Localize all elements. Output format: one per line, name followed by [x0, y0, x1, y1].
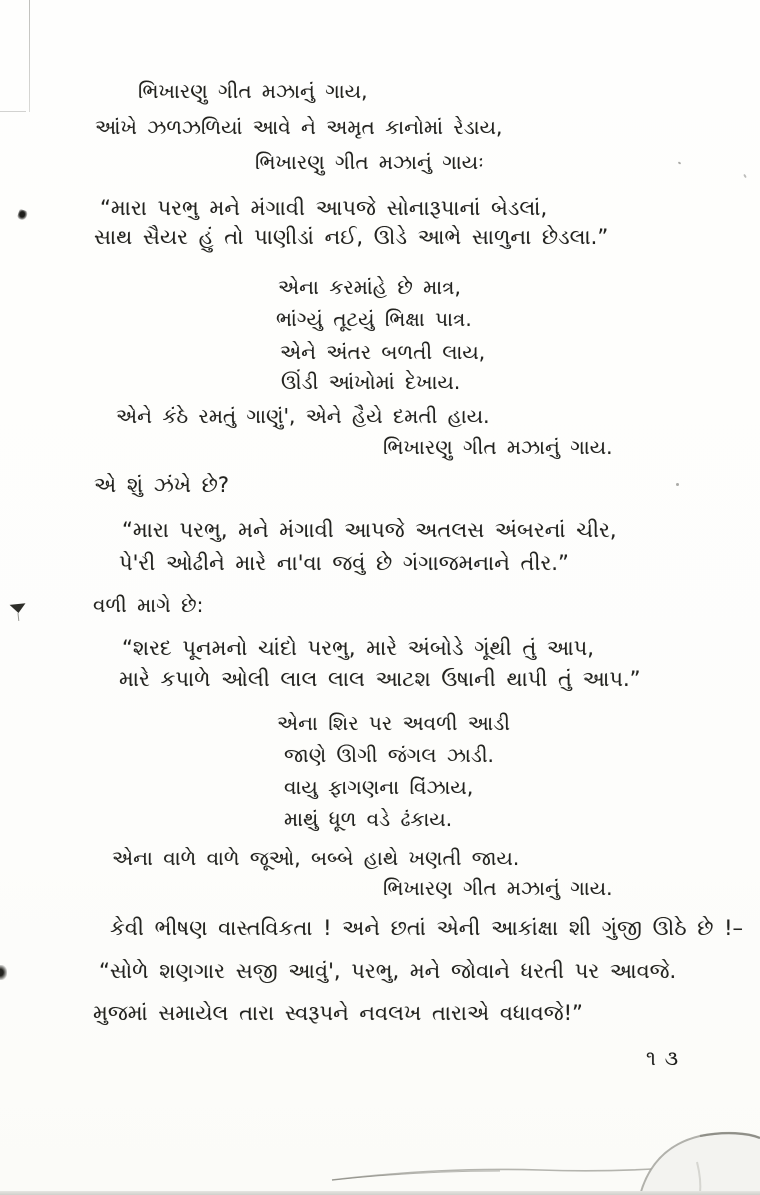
page-number: ૧૩ [646, 1046, 688, 1070]
text-line: વાયુ ફાગણના વિંઝાય, [284, 775, 474, 799]
text-line: આંખે ઝળઝળિયાં આવે ને અમૃત કાનોમાં રેડાય, [95, 115, 503, 139]
scan-speck [676, 483, 679, 486]
text-line: કેવી ભીષણ વાસ્તવિકતા ! અને છતાં એની આકાંક્ષા શી ગુંજી ઊઠે છે !– [110, 916, 744, 940]
scan-speck [743, 174, 747, 178]
text-line: “સોળે શણગાર સજી આવું', પરભુ, મને જોવાને ધરતી પર આવજે. [99, 959, 677, 983]
text-line: એ શું ઝંખે છે? [94, 473, 230, 497]
scan-speck [678, 161, 682, 164]
text-line: એને અંતર બળતી લાય, [280, 340, 486, 364]
text-line: વળી માગે છે: [93, 593, 204, 617]
text-line: જાણે ઊગી જંગલ ઝાડી. [284, 743, 494, 767]
paper-crease-vertical [29, 0, 30, 112]
text-line: એના શિર પર અવળી આડી [277, 711, 510, 735]
scan-edge-strip [0, 1191, 760, 1195]
text-line: મારે કપાળે ઓલી લાલ લાલ આટશ ઉષાની થાપી તું આપ.” [119, 667, 641, 691]
page-curl-shadow [0, 1122, 760, 1195]
text-line: એના વાળે વાળે જૂઓ, બબ્બે હાથે ખણતી જાય. [112, 846, 520, 870]
text-line: ભિખારણુ ગીત મઝાનું ગાયઃ [255, 150, 484, 174]
edge-ink-mark [0, 965, 7, 980]
text-line: ભિખારણ ગીત મઝાનું ગાય. [383, 876, 613, 900]
ink-blot-mark [17, 209, 29, 221]
text-line: એના કરમાંહે છે માત્ર, [278, 275, 461, 299]
text-line: પે'રી ઓઢીને મારે ના'વા જવું છે ગંગાજમનાને તીર.” [119, 551, 569, 575]
text-line: માથું ધૂળ વડે ઢંકાય. [284, 807, 453, 831]
text-line: એને કંઠે રમતું ગાણું', એને હૈયે દમતી હાય. [116, 404, 490, 428]
text-line: “મારા પરભુ મને મંગાવી આપજે સોનારૂપાનાં બેડલાં, [100, 196, 548, 220]
text-line: ભિખારણુ ગીત મઝાનું ગાય. [383, 435, 613, 459]
arrowhead-ink-mark [10, 603, 27, 614]
text-line: ઊંડી આંખોમાં દેખાય. [281, 370, 461, 394]
text-line: ભાંગ્યું તૂટયું ભિક્ષા પાત્ર. [276, 307, 472, 331]
text-line: મુજમાં સમાયેલ તારા સ્વરૂપને નવલખ તારાએ વધાવજે!” [93, 1001, 583, 1025]
text-line: “મારા પરભુ, મને મંગાવી આપજે અતલસ અંબરનાં ચીર, [122, 518, 617, 542]
text-line: ભિખારણુ ગીત મઝાનું ગાય, [138, 79, 368, 103]
paper-crease-horizontal [0, 111, 26, 112]
text-line: “શરદ પૂનમનો ચાંદો પરભુ, મારે અંબોડે ગૂંથી તું આપ, [122, 636, 594, 660]
text-line: સાથ સૈયર હું તો પાણીડાં નઈ, ઊડે આભે સાળુના છેડલા.” [94, 225, 609, 249]
